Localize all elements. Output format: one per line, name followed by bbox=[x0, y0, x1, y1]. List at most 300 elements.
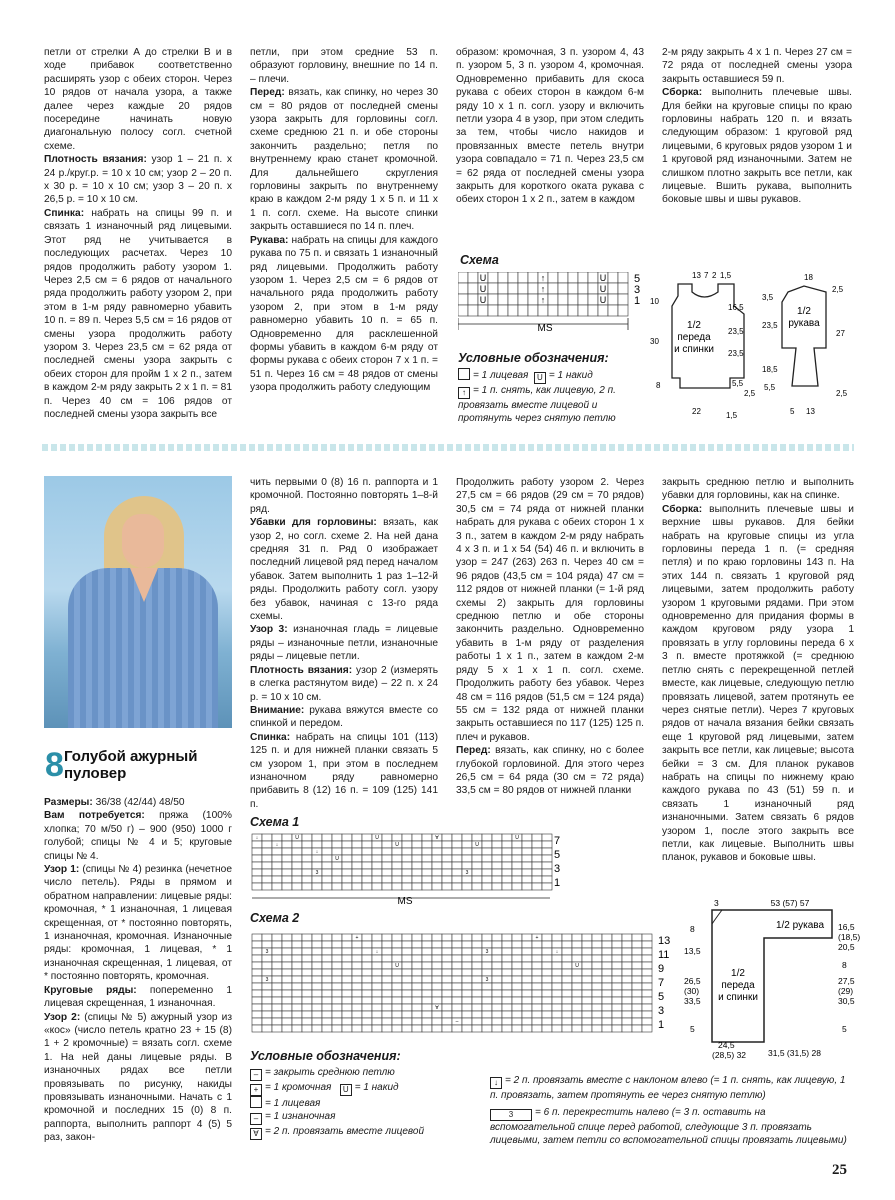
grid-cell bbox=[632, 941, 642, 948]
grid-cell bbox=[532, 976, 542, 983]
grid-cell bbox=[462, 955, 472, 962]
grid-cell bbox=[332, 934, 342, 941]
grid-cell bbox=[272, 869, 282, 876]
grid-cell bbox=[542, 855, 552, 862]
grid-cell bbox=[462, 841, 472, 848]
grid-cell bbox=[342, 976, 352, 983]
grid-cell bbox=[332, 983, 342, 990]
grid-cell bbox=[352, 855, 362, 862]
grid-cell bbox=[592, 1011, 602, 1018]
grid-cell bbox=[412, 841, 422, 848]
grid-cell bbox=[582, 1011, 592, 1018]
grid-cell bbox=[322, 990, 332, 997]
grid-cell bbox=[602, 1025, 612, 1032]
grid-cell bbox=[492, 1018, 502, 1025]
grid-cell bbox=[532, 862, 542, 869]
grid-cell bbox=[432, 1025, 442, 1032]
grid-cell bbox=[498, 272, 508, 283]
grid-cell bbox=[472, 862, 482, 869]
grid-cell bbox=[482, 834, 492, 841]
grid-cell bbox=[362, 969, 372, 976]
grid-mark: 3 bbox=[485, 977, 489, 983]
grid-cell bbox=[562, 997, 572, 1004]
grid-mark: ↓ bbox=[315, 849, 319, 855]
grid-cell bbox=[432, 848, 442, 855]
grid-cell bbox=[432, 841, 442, 848]
grid-cell bbox=[442, 976, 452, 983]
grid-cell bbox=[512, 862, 522, 869]
grid-mark: ↓ bbox=[275, 842, 279, 848]
grid-cell bbox=[442, 934, 452, 941]
grid-cell bbox=[422, 941, 432, 948]
grid-mark: ↑ bbox=[540, 295, 546, 305]
grid-cell bbox=[302, 997, 312, 1004]
grid-cell bbox=[322, 883, 332, 890]
grid-cell bbox=[502, 1018, 512, 1025]
grid-cell bbox=[402, 948, 412, 955]
grid-cell bbox=[422, 962, 432, 969]
grid-cell bbox=[312, 976, 322, 983]
grid-cell bbox=[468, 272, 478, 283]
grid-cell bbox=[522, 941, 532, 948]
grid-cell bbox=[462, 883, 472, 890]
grid-cell bbox=[492, 862, 502, 869]
grid-cell bbox=[502, 941, 512, 948]
grid-cell bbox=[432, 883, 442, 890]
grid-cell bbox=[312, 983, 322, 990]
grid-cell bbox=[542, 869, 552, 876]
paragraph: Узор 3: изнаночная гладь = лицевые ряды – изнаночные петли, изнаночные ряды – лицевые петли. bbox=[250, 624, 438, 663]
grid-cell bbox=[342, 948, 352, 955]
grid-cell bbox=[412, 976, 422, 983]
grid-cell bbox=[452, 941, 462, 948]
grid-cell bbox=[362, 955, 372, 962]
grid-cell bbox=[312, 948, 322, 955]
grid-cell bbox=[588, 272, 598, 283]
grid-cell bbox=[472, 969, 482, 976]
grid-cell bbox=[402, 869, 412, 876]
svg-text:16,5: 16,5 bbox=[728, 303, 744, 312]
grid-cell bbox=[302, 969, 312, 976]
grid-cell bbox=[612, 969, 622, 976]
grid-cell bbox=[522, 948, 532, 955]
grid-cell bbox=[292, 855, 302, 862]
grid-cell bbox=[292, 1018, 302, 1025]
grid-cell bbox=[432, 876, 442, 883]
grid-cell bbox=[362, 941, 372, 948]
grid-cell bbox=[322, 848, 332, 855]
top-pattern-body bbox=[648, 266, 758, 426]
grid-cell bbox=[252, 1018, 262, 1025]
grid-cell bbox=[352, 848, 362, 855]
paragraph: Узор 2: (спицы № 5) ажурный узор из «кос» (число петель кратно 23 + 15 (8) 1 + 2 кромочные) = вязать согл. схеме 1. На ней даны лицевые ряды. В изнаночных рядах все петли провязывать по рисунку, накиды провязывать изнаночными. Начать с 1 кромочной и последних 15 (0) 8 п. раппорта, выполнить раппорт 4 (5) 5 раз, закон- bbox=[44, 1011, 232, 1144]
grid-cell bbox=[622, 990, 632, 997]
grid-cell bbox=[622, 948, 632, 955]
svg-text:53 (57) 57: 53 (57) 57 bbox=[770, 898, 810, 908]
grid-cell bbox=[572, 976, 582, 983]
grid-cell bbox=[362, 1025, 372, 1032]
grid-cell bbox=[432, 955, 442, 962]
grid-cell bbox=[578, 283, 588, 294]
grid-cell bbox=[342, 969, 352, 976]
svg-text:1/2: 1/2 bbox=[731, 968, 745, 979]
grid-cell bbox=[362, 834, 372, 841]
grid-cell bbox=[482, 941, 492, 948]
grid-cell bbox=[292, 976, 302, 983]
svg-text:1/2 рукава: 1/2 рукава bbox=[775, 920, 825, 931]
grid-cell bbox=[522, 869, 532, 876]
paragraph: Перед: вязать, как спинку, но через 30 см = 80 рядов от последней смены узора закрыть для горловины согл. схеме среднюю 21 п. и обе стороны закончить раздельно; петля по внутреннему краю станет кромочной. Для дальнейшего скругления горловины закрыть по внутреннему краю в каждом 2-м ряду 1 x 5 п. и 11 x 1 п. согл. схеме. На высоте спинки закрыть оставшиеся по 14 п. плеч. bbox=[250, 87, 438, 233]
grid-cell bbox=[302, 869, 312, 876]
grid-cell bbox=[502, 848, 512, 855]
grid-cell bbox=[262, 869, 272, 876]
grid-mark: U bbox=[335, 856, 339, 862]
grid-cell bbox=[452, 848, 462, 855]
grid-cell bbox=[332, 941, 342, 948]
grid-cell bbox=[402, 976, 412, 983]
grid-cell bbox=[362, 1004, 372, 1011]
svg-text:2: 2 bbox=[712, 271, 717, 280]
grid-cell bbox=[492, 948, 502, 955]
paragraph: петли, при этом средние 53 п. образуют горловину, внешние по 14 п. – плечи. bbox=[250, 47, 438, 85]
grid-cell bbox=[372, 841, 382, 848]
grid-cell bbox=[342, 941, 352, 948]
grid-cell bbox=[442, 1011, 452, 1018]
grid-cell bbox=[412, 1004, 422, 1011]
paragraph: Спинка: набрать на спицы 101 (113) 125 п. и для нижней планки связать 5 см узором 1, при этом в последнем изнаночном ряду равномерно прибавить 8 (12) 16 п. = 109 (125) 141 п. bbox=[250, 731, 438, 810]
grid-cell bbox=[602, 941, 612, 948]
grid-cell bbox=[592, 976, 602, 983]
grid-cell bbox=[552, 997, 562, 1004]
grid-mark: ↑ bbox=[540, 273, 546, 283]
grid-cell bbox=[352, 955, 362, 962]
grid-cell bbox=[562, 948, 572, 955]
grid-mark: 3 bbox=[265, 977, 269, 983]
grid-cell bbox=[482, 848, 492, 855]
grid-cell bbox=[572, 941, 582, 948]
grid-cell bbox=[532, 883, 542, 890]
grid-cell bbox=[262, 997, 272, 1004]
svg-text:30: 30 bbox=[650, 337, 659, 346]
grid-cell bbox=[362, 848, 372, 855]
grid-cell bbox=[472, 869, 482, 876]
svg-text:(30): (30) bbox=[684, 986, 700, 996]
grid-cell bbox=[592, 962, 602, 969]
grid-cell bbox=[508, 305, 518, 316]
grid-cell bbox=[432, 934, 442, 941]
grid-cell bbox=[312, 941, 322, 948]
grid-cell bbox=[412, 941, 422, 948]
svg-text:10: 10 bbox=[650, 297, 659, 306]
paragraph: чить первыми 0 (8) 16 п. раппорта и 1 кромочной. Постоянно повторять 1–8-й ряд. bbox=[250, 477, 438, 515]
knit-symbol bbox=[458, 368, 470, 380]
grid-cell bbox=[492, 962, 502, 969]
grid-cell bbox=[412, 948, 422, 955]
grid-cell bbox=[372, 1004, 382, 1011]
grid-cell bbox=[502, 1004, 512, 1011]
grid-cell bbox=[608, 294, 618, 305]
grid-cell bbox=[272, 1018, 282, 1025]
grid-cell bbox=[402, 955, 412, 962]
svg-text:13,5: 13,5 bbox=[684, 946, 701, 956]
grid-cell bbox=[572, 969, 582, 976]
grid-cell bbox=[382, 990, 392, 997]
grid-cell bbox=[402, 983, 412, 990]
svg-text:33,5: 33,5 bbox=[684, 996, 701, 1006]
grid-cell bbox=[522, 962, 532, 969]
grid-cell bbox=[582, 955, 592, 962]
grid-cell bbox=[452, 834, 462, 841]
grid-cell bbox=[472, 990, 482, 997]
grid-cell bbox=[502, 955, 512, 962]
grid-cell bbox=[332, 1025, 342, 1032]
grid-cell bbox=[342, 1011, 352, 1018]
grid-cell bbox=[458, 283, 468, 294]
grid-cell bbox=[472, 983, 482, 990]
grid-cell bbox=[292, 883, 302, 890]
grid-cell bbox=[552, 934, 562, 941]
svg-text:переда: переда bbox=[721, 980, 755, 991]
grid-cell bbox=[618, 294, 628, 305]
grid-cell bbox=[472, 976, 482, 983]
grid-cell bbox=[482, 934, 492, 941]
svg-text:переда: переда bbox=[677, 332, 711, 343]
grid-cell bbox=[362, 990, 372, 997]
grid-cell bbox=[382, 883, 392, 890]
grid-cell bbox=[282, 855, 292, 862]
grid-cell bbox=[578, 294, 588, 305]
grid-cell bbox=[568, 294, 578, 305]
grid-cell bbox=[282, 976, 292, 983]
grid-cell bbox=[352, 1025, 362, 1032]
grid-cell bbox=[272, 948, 282, 955]
grid-cell bbox=[488, 283, 498, 294]
grid-cell bbox=[322, 834, 332, 841]
grid-mark: ↓ bbox=[255, 835, 259, 841]
schema2-row-13: 13 bbox=[658, 935, 671, 947]
grid-cell bbox=[282, 997, 292, 1004]
svg-text:23,5: 23,5 bbox=[728, 327, 744, 336]
grid-cell bbox=[322, 948, 332, 955]
grid-cell bbox=[362, 983, 372, 990]
grid-cell bbox=[542, 841, 552, 848]
grid-cell bbox=[568, 272, 578, 283]
grid-cell bbox=[642, 1004, 652, 1011]
grid-cell bbox=[488, 294, 498, 305]
svg-text:5: 5 bbox=[842, 1024, 847, 1034]
grid-cell bbox=[442, 876, 452, 883]
paragraph: Сборка: выполнить плечевые швы. Для бейки на круговые спицы по краю горловины набрать 120 п. и вязать следующим образом: 1 круговой ряд лицевыми, 6 круговых рядов узором 1 и 1 круговой ряд изнаночными. Затем не слишком плотно закрыть все петли, как лицевые. Вшить рукава, выполнить боковые швы и швы рукавов. bbox=[662, 87, 852, 206]
grid-cell bbox=[552, 1004, 562, 1011]
grid-mark: U bbox=[479, 284, 487, 294]
grid-cell bbox=[532, 1004, 542, 1011]
grid-cell bbox=[512, 962, 522, 969]
grid-cell bbox=[602, 1011, 612, 1018]
grid-cell bbox=[292, 997, 302, 1004]
grid-cell bbox=[442, 883, 452, 890]
grid-cell bbox=[472, 1025, 482, 1032]
grid-cell bbox=[382, 834, 392, 841]
schema1-ms: MS bbox=[397, 896, 413, 906]
grid-cell bbox=[282, 1004, 292, 1011]
grid-cell bbox=[522, 976, 532, 983]
grid-cell bbox=[532, 983, 542, 990]
grid-cell bbox=[512, 941, 522, 948]
grid-mark: ↑ bbox=[540, 284, 546, 294]
svg-text:31,5 (31,5) 28: 31,5 (31,5) 28 bbox=[768, 1048, 821, 1058]
grid-cell bbox=[382, 1025, 392, 1032]
grid-cell bbox=[392, 855, 402, 862]
grid-cell bbox=[282, 934, 292, 941]
svg-text:и спинки: и спинки bbox=[674, 344, 714, 355]
grid-cell bbox=[252, 997, 262, 1004]
grid-cell bbox=[342, 876, 352, 883]
grid-mark: U bbox=[475, 842, 479, 848]
paragraph: образом: кромочная, 3 п. узором 4, 43 п. узором 5, 3 п. узором 4, кромочная. Одновременно прибавить для скоса рукава с обеих сторон в каждом 6-м ряду 10 x 1 п. согл. узору и включить петли узора 4 в узор, при этом следить за тем, чтобы число накидов и провязанных вместе петель внутри узора совпадало = 71 п. Через 23,5 см = 62 ряда от последней смены узора закрыть для короткого оката рукава с обеих сторон 1 x 2 п., затем в каждом bbox=[456, 47, 644, 206]
grid-cell bbox=[262, 1018, 272, 1025]
grid-cell bbox=[622, 1018, 632, 1025]
grid-cell bbox=[312, 876, 322, 883]
grid-cell bbox=[302, 1004, 312, 1011]
grid-cell bbox=[462, 983, 472, 990]
grid-cell bbox=[402, 876, 412, 883]
grid-cell bbox=[562, 962, 572, 969]
grid-cell bbox=[522, 841, 532, 848]
grid-cell bbox=[402, 990, 412, 997]
svg-text:13: 13 bbox=[806, 407, 815, 416]
grid-cell bbox=[632, 983, 642, 990]
grid-cell bbox=[588, 294, 598, 305]
grid-cell bbox=[458, 305, 468, 316]
grid-cell bbox=[252, 976, 262, 983]
top-legend-title: Условные обозначения: bbox=[458, 351, 609, 365]
grid-cell bbox=[292, 848, 302, 855]
grid-cell bbox=[442, 1018, 452, 1025]
grid-cell bbox=[342, 862, 352, 869]
schema2-label: Схема 2 bbox=[250, 911, 300, 925]
grid-cell bbox=[612, 990, 622, 997]
grid-cell bbox=[532, 855, 542, 862]
grid-cell bbox=[422, 1011, 432, 1018]
grid-cell bbox=[292, 983, 302, 990]
grid-cell bbox=[642, 962, 652, 969]
grid-cell bbox=[252, 1011, 262, 1018]
grid-cell bbox=[492, 983, 502, 990]
grid-cell bbox=[382, 934, 392, 941]
bottom-pattern bbox=[682, 896, 862, 1062]
grid-mark: ∀ bbox=[435, 835, 439, 841]
grid-cell bbox=[402, 848, 412, 855]
grid-cell bbox=[502, 1011, 512, 1018]
grid-cell bbox=[512, 855, 522, 862]
grid-cell bbox=[282, 948, 292, 955]
grid-cell bbox=[272, 990, 282, 997]
grid-cell bbox=[482, 1018, 492, 1025]
grid-cell bbox=[422, 876, 432, 883]
grid-cell bbox=[322, 969, 332, 976]
grid-cell bbox=[572, 948, 582, 955]
grid-cell bbox=[472, 955, 482, 962]
grid-cell bbox=[512, 876, 522, 883]
svg-text:1/2: 1/2 bbox=[797, 306, 811, 317]
grid-mark: ↓ bbox=[375, 949, 379, 955]
grid-cell bbox=[442, 841, 452, 848]
grid-cell bbox=[262, 1025, 272, 1032]
grid-cell bbox=[372, 869, 382, 876]
grid-cell bbox=[342, 1004, 352, 1011]
grid-cell bbox=[542, 983, 552, 990]
grid-cell bbox=[522, 848, 532, 855]
grid-cell bbox=[362, 934, 372, 941]
grid-cell bbox=[382, 848, 392, 855]
model-photo bbox=[44, 476, 232, 728]
grid-cell bbox=[492, 934, 502, 941]
grid-cell bbox=[552, 990, 562, 997]
grid-cell bbox=[272, 834, 282, 841]
grid-cell bbox=[562, 1018, 572, 1025]
grid-cell bbox=[272, 876, 282, 883]
grid-cell bbox=[362, 1018, 372, 1025]
grid-cell bbox=[552, 983, 562, 990]
svg-text:22: 22 bbox=[692, 407, 701, 416]
grid-cell bbox=[512, 1018, 522, 1025]
grid-cell bbox=[332, 997, 342, 1004]
grid-cell bbox=[532, 997, 542, 1004]
grid-cell bbox=[322, 976, 332, 983]
grid-cell bbox=[272, 855, 282, 862]
grid-mark: ∀ bbox=[435, 1005, 439, 1011]
grid-cell bbox=[252, 948, 262, 955]
grid-cell bbox=[432, 962, 442, 969]
grid-cell bbox=[332, 848, 342, 855]
grid-cell bbox=[532, 1018, 542, 1025]
paragraph: Круговые ряды: попеременно 1 лицевая скрещенная, 1 изнаночная. bbox=[44, 984, 232, 1010]
grid-cell bbox=[372, 955, 382, 962]
grid-cell bbox=[472, 1004, 482, 1011]
grid-cell bbox=[562, 990, 572, 997]
grid-cell bbox=[582, 990, 592, 997]
schema1-row-1: 1 bbox=[554, 877, 561, 889]
grid-cell bbox=[578, 272, 588, 283]
grid-cell bbox=[302, 990, 312, 997]
grid-cell bbox=[382, 948, 392, 955]
grid-cell bbox=[462, 862, 472, 869]
grid-cell bbox=[352, 883, 362, 890]
grid-cell bbox=[582, 997, 592, 1004]
grid-cell bbox=[498, 294, 508, 305]
grid-cell bbox=[502, 990, 512, 997]
top-column-4 bbox=[662, 46, 852, 207]
grid-cell bbox=[252, 983, 262, 990]
grid-cell bbox=[422, 1004, 432, 1011]
grid-cell bbox=[442, 869, 452, 876]
grid-cell bbox=[472, 997, 482, 1004]
grid-cell bbox=[512, 883, 522, 890]
svg-text:3: 3 bbox=[714, 898, 719, 908]
grid-cell bbox=[452, 1004, 462, 1011]
grid-cell bbox=[352, 1018, 362, 1025]
grid-cell bbox=[282, 834, 292, 841]
grid-cell bbox=[292, 962, 302, 969]
grid-cell bbox=[532, 990, 542, 997]
grid-cell bbox=[488, 272, 498, 283]
grid-cell bbox=[282, 876, 292, 883]
top-schema-row-3: 3 bbox=[634, 284, 641, 296]
grid-cell bbox=[312, 862, 322, 869]
grid-cell bbox=[382, 997, 392, 1004]
paragraph: Рукава: набрать на спицы для каждого рукава по 75 п. и связать 1 изнаночный ряд лицевыми. Продолжить работу узором 1. Через 2,5 см = 6 рядов от начального ряда продолжить работу узором 2, при этом в 1-м ряду равномерно убавить 10 п. = 65 п. Одновременно для расклешенной формы убавить в каждом 6-м ряду от формы рукава с обеих сторон 7 x 1 п. = 51 п. Через 16 см = 48 рядов от смены узора продолжить работу следующим bbox=[250, 234, 438, 394]
grid-cell bbox=[472, 834, 482, 841]
